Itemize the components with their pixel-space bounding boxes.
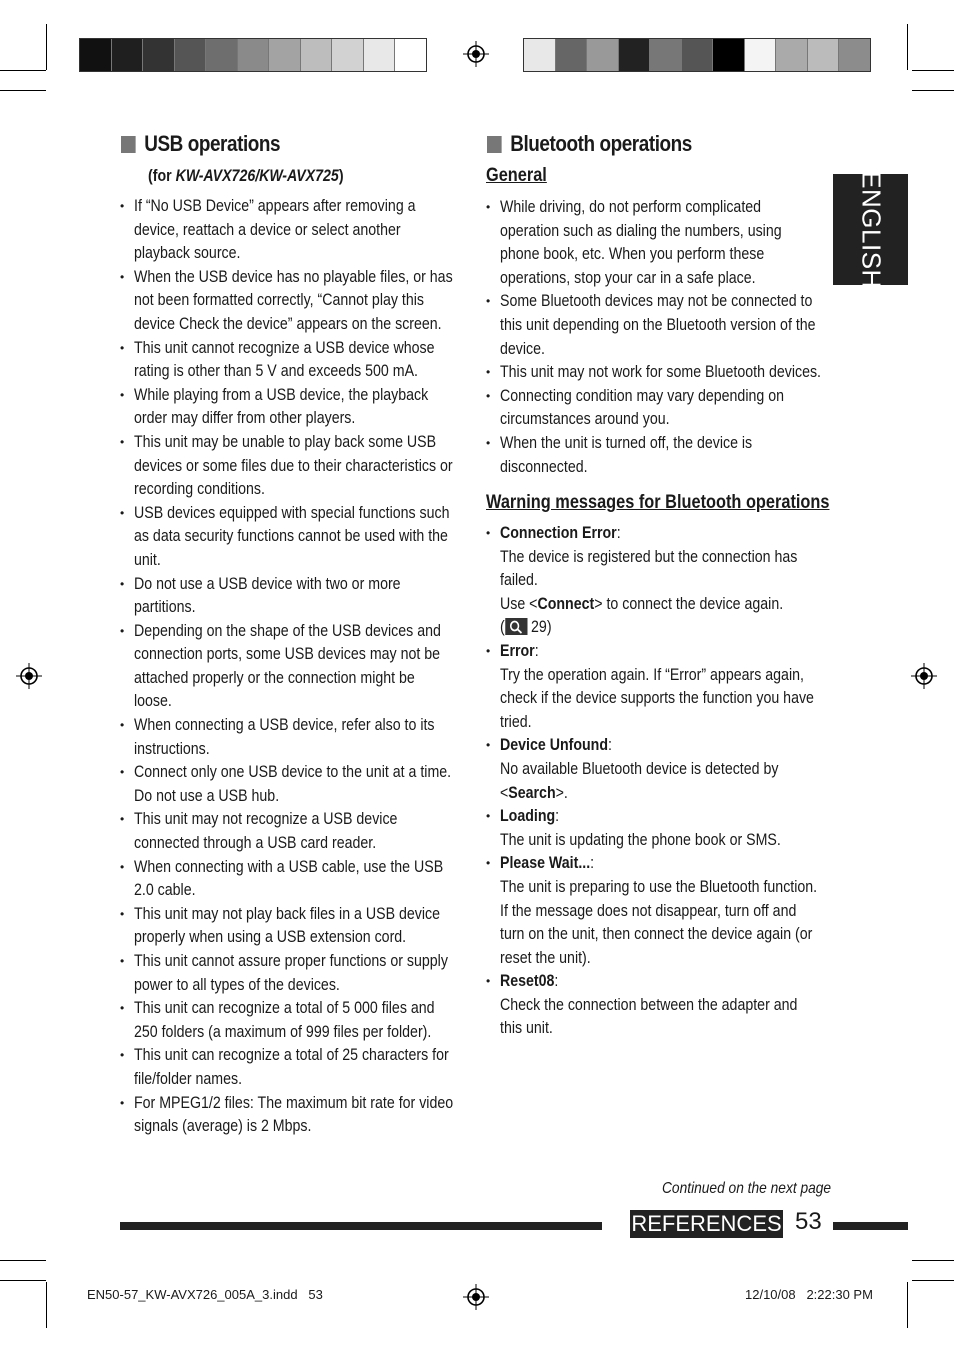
color-swatch xyxy=(524,39,556,71)
color-swatch xyxy=(206,39,238,71)
list-item-text: If “No USB Device” appears after removing a device, reattach a device or select another playback source. xyxy=(134,197,416,263)
list-item-text: This unit can recognize a total of 5 000 files and 250 folders (a maximum of 999 files per folder). xyxy=(134,999,435,1041)
bluetooth-section-title: Bluetooth operations xyxy=(510,131,692,156)
warning-term: Error xyxy=(500,641,535,660)
crop-mark xyxy=(0,70,46,71)
file-info: EN50-57_KW-AVX726_005A_3.indd 53 xyxy=(87,1287,323,1302)
print-timestamp: 12/10/08 2:22:30 PM xyxy=(745,1287,873,1302)
crop-mark xyxy=(0,1280,46,1281)
list-item xyxy=(120,266,456,337)
language-tab-label: ENGLISH xyxy=(856,170,886,289)
crop-mark xyxy=(912,90,954,91)
color-swatch xyxy=(395,39,426,71)
crop-mark xyxy=(912,1260,954,1261)
warning-item: • Connection Error: The device is registered but the connection has failed. Use <Connect> to connect the device again. ( 29) xyxy=(486,522,822,640)
warning-heading: Warning messages for Bluetooth operations xyxy=(486,492,830,513)
grayscale-calibration-bar xyxy=(523,38,871,72)
warning-term: Reset08 xyxy=(500,972,555,991)
page-number: 53 xyxy=(795,1208,822,1235)
warning-heading-wrap xyxy=(486,492,885,514)
color-swatch xyxy=(587,39,619,71)
warning-item: • Reset08: Check the connection between the adapter and this unit. xyxy=(486,970,822,1041)
warning-desc: Check the connection between the adapter and this unit. xyxy=(500,995,798,1038)
crop-mark xyxy=(907,24,908,70)
list-item xyxy=(120,337,456,384)
usb-section-title: USB operations xyxy=(144,131,281,156)
language-tab xyxy=(833,170,908,289)
bluetooth-section-heading xyxy=(487,131,692,157)
color-swatch xyxy=(364,39,396,71)
list-item xyxy=(120,384,456,431)
footer-rule xyxy=(120,1222,602,1230)
registration-mark-icon xyxy=(911,663,937,689)
usb-section-heading xyxy=(121,131,280,157)
color-swatch xyxy=(143,39,175,71)
references-label: REFERENCES xyxy=(631,1211,782,1236)
warning-term: Device Unfound xyxy=(500,736,609,755)
warning-item: • Loading: The unit is updating the phone book or SMS. xyxy=(486,805,822,852)
color-swatch xyxy=(175,39,207,71)
list-item xyxy=(120,431,456,502)
list-item xyxy=(120,761,456,808)
list-item xyxy=(486,196,822,290)
color-swatch xyxy=(650,39,682,71)
list-item-text: This unit may not play back files in a USB device properly when using a USB extension cord. xyxy=(134,904,441,947)
bluetooth-general-column xyxy=(486,196,822,479)
usb-model-note: (for KW-AVX726/KW-AVX725) xyxy=(148,167,344,185)
color-swatch xyxy=(745,39,777,71)
list-item-text: Do not use a USB device with two or more partitions. xyxy=(134,574,401,617)
crop-mark xyxy=(46,24,47,70)
crop-mark xyxy=(0,90,46,91)
color-swatch xyxy=(556,39,588,71)
list-item-text: This unit may be unable to play back some USB devices or some files due to their characteristics or recording conditions. xyxy=(134,432,453,499)
list-item-text: This unit can recognize a total of 25 characters for file/folder names. xyxy=(134,1046,449,1088)
list-item-text: When the unit is turned off, the device is disconnected. xyxy=(500,433,753,476)
color-swatch xyxy=(776,39,808,71)
color-swatch xyxy=(112,39,144,71)
warning-item: • Please Wait...: The unit is preparing to use the Bluetooth function. If the message does not disappear, turn off and turn on the unit, then connect the device again (or reset the unit). xyxy=(486,852,822,970)
general-heading: General xyxy=(486,165,547,186)
list-item xyxy=(486,290,822,361)
list-item-text: This unit cannot recognize a USB device whose rating is other than 5 V and exceeds 500 mA. xyxy=(134,338,435,381)
warning-term: Please Wait... xyxy=(500,854,591,873)
color-swatch xyxy=(682,39,714,71)
list-item xyxy=(120,997,456,1044)
list-item xyxy=(120,195,456,266)
list-item xyxy=(120,856,456,903)
bluetooth-warnings-list xyxy=(486,522,822,1041)
list-item xyxy=(120,714,456,761)
list-item-text: Depending on the shape of the USB devices and connection ports, some USB devices may not be attached properly or the connection might be loose. xyxy=(134,621,441,711)
warning-item: • Error: Try the operation again. If “Error” appears again, check if the device supports the function you have tried. xyxy=(486,640,822,734)
list-item-text: USB devices equipped with special functions such as data security functions cannot be used with the unit. xyxy=(134,503,450,569)
color-swatch xyxy=(839,39,870,71)
list-item xyxy=(486,361,822,385)
warning-desc: The device is registered but the connection has failed. xyxy=(500,547,798,590)
list-item-text: This unit cannot assure proper functions or supply power to all types of the devices. xyxy=(134,952,448,994)
square-bullet-icon xyxy=(487,136,502,153)
crop-mark xyxy=(46,1282,47,1328)
color-swatch xyxy=(713,39,745,71)
list-item xyxy=(486,385,822,432)
list-item-text: For MPEG1/2 files: The maximum bit rate for video signals (average) is 2 Mbps. xyxy=(134,1093,454,1136)
color-swatch xyxy=(301,39,333,71)
list-item xyxy=(120,502,456,573)
list-item xyxy=(120,1044,456,1091)
crop-mark xyxy=(912,1280,954,1281)
footer-rule xyxy=(833,1222,908,1230)
warning-desc: Try the operation again. If “Error” appears again, check if the device supports the function you have tried. xyxy=(500,665,814,731)
list-item-text: While playing from a USB device, the playback order may differ from other players. xyxy=(134,385,429,428)
list-item xyxy=(120,620,456,714)
usb-notes-column xyxy=(120,195,456,1139)
warning-desc: No available Bluetooth device is detected by xyxy=(500,759,779,778)
color-swatch xyxy=(619,39,651,71)
crop-mark xyxy=(912,70,954,71)
crop-mark xyxy=(907,1282,908,1328)
list-item xyxy=(120,808,456,855)
color-swatch xyxy=(269,39,301,71)
list-item-text: Connect only one USB device to the unit at a time. Do not use a USB hub. xyxy=(134,763,452,805)
list-item-text: When connecting a USB device, refer also to its instructions. xyxy=(134,716,435,758)
registration-mark-icon xyxy=(463,41,489,67)
list-item-text: This unit may not work for some Bluetooth devices. xyxy=(500,363,821,382)
list-item-text: Connecting condition may vary depending on circumstances around you. xyxy=(500,386,784,429)
usb-notes-list xyxy=(120,195,456,1139)
color-swatch xyxy=(808,39,840,71)
list-item-text: Some Bluetooth devices may not be connected to this unit depending on the Bluetooth version of the device. xyxy=(500,292,816,358)
registration-mark-icon xyxy=(463,1284,489,1310)
color-swatch xyxy=(332,39,364,71)
square-bullet-icon xyxy=(121,136,136,153)
list-item xyxy=(120,1092,456,1139)
registration-mark-icon xyxy=(16,663,42,689)
color-swatch xyxy=(80,39,112,71)
list-item-text: When the USB device has no playable files, or has not been formatted correctly, “Cannot play this device Check the device” appears on the screen. xyxy=(134,267,453,333)
grayscale-calibration-bar xyxy=(79,38,427,72)
general-heading-wrap xyxy=(486,165,557,187)
model-numbers: KW-AVX726/KW-AVX725 xyxy=(175,167,339,185)
list-item xyxy=(120,903,456,950)
warning-item: • Device Unfound: No available Bluetooth device is detected by <Search>. xyxy=(486,734,822,805)
warning-desc: The unit is preparing to use the Bluetooth function. If the message does not disappear, turn off and turn on the unit, then connect the device again (or reset the unit). xyxy=(500,877,818,967)
list-item-text: When connecting with a USB cable, use the USB 2.0 cable. xyxy=(134,857,444,900)
bluetooth-general-list xyxy=(486,196,822,479)
color-swatch xyxy=(238,39,270,71)
list-item-text: While driving, do not perform complicated operation such as dialing the numbers, using phone book, etc. When you perform these operations, stop your car in a safe place. xyxy=(500,198,782,287)
list-item-text: This unit may not recognize a USB device connected through a USB card reader. xyxy=(134,810,398,853)
reference-page-number: 29 xyxy=(531,618,547,637)
list-item xyxy=(120,950,456,997)
warning-desc: The unit is updating the phone book or SMS. xyxy=(500,830,781,849)
bluetooth-warnings-column xyxy=(486,522,822,1041)
warning-term: Connection Error xyxy=(500,524,617,542)
list-item xyxy=(120,573,456,620)
continued-note: Continued on the next page xyxy=(662,1180,832,1197)
list-item xyxy=(486,432,822,479)
crop-mark xyxy=(0,1260,46,1261)
page-reference-icon xyxy=(505,618,527,635)
warning-term: Loading xyxy=(500,807,556,826)
